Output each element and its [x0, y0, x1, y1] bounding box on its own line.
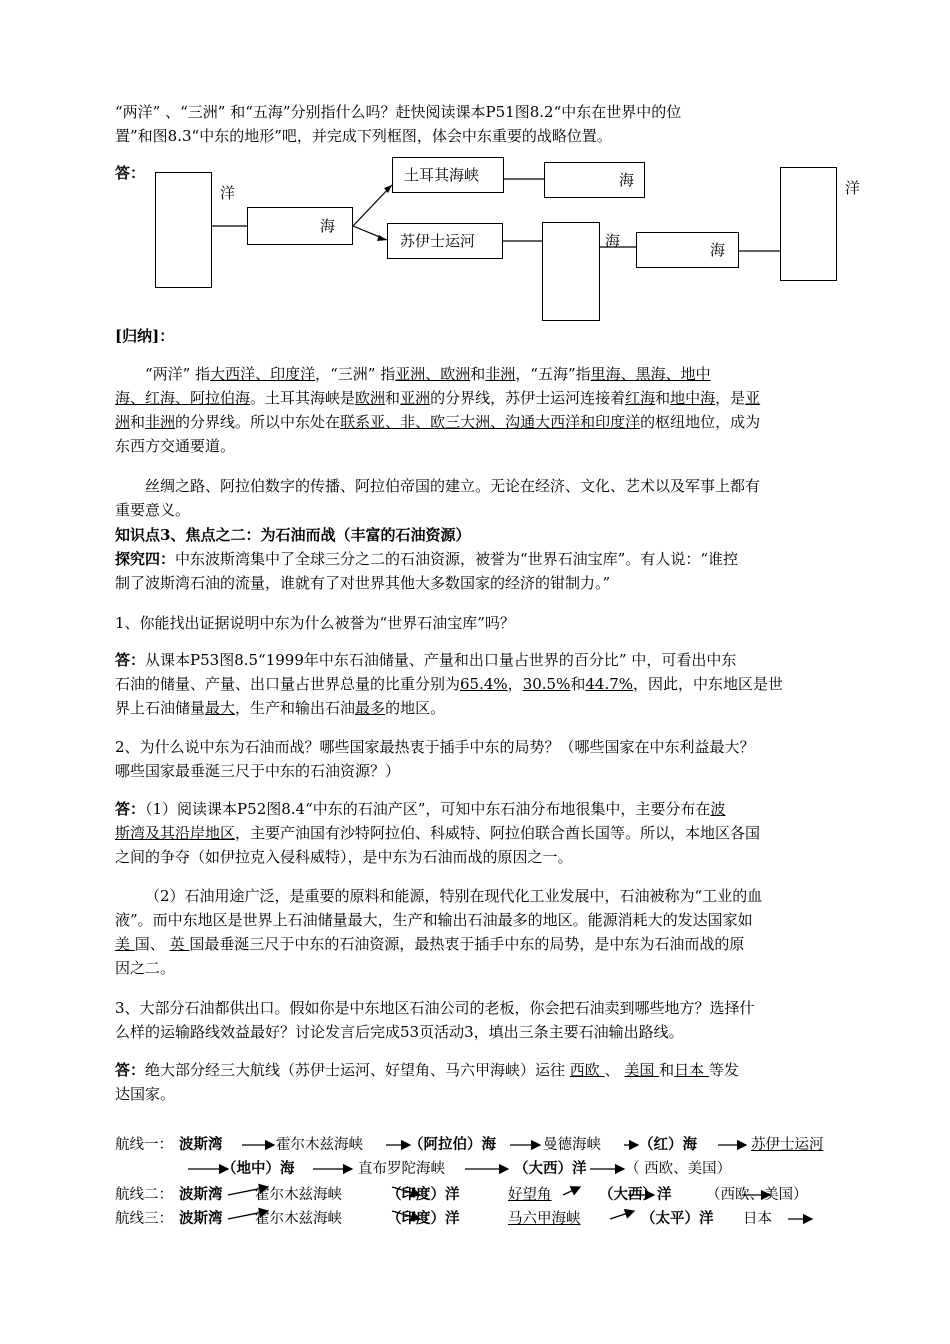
q1-question: 1、你能找出证据说明中东为什么被誉为“世界石油宝库”吗？: [115, 614, 515, 632]
q1-answer-line-3: 界上石油储量最大，生产和输出石油最多的地区。: [115, 699, 446, 717]
route-1-bab-el-mandeb: 曼德海峡: [543, 1137, 601, 1153]
q3-answer-line-2: 达国家。: [115, 1085, 176, 1103]
q3-answer-line-1: 答：绝大部分经三大航线（苏伊士运河、好望角、马六甲海峡）运往 西欧 、 美国 和日本 等发: [115, 1061, 739, 1079]
route-2-indian-ocean: （印度）洋: [387, 1186, 460, 1203]
intro-line-1: “两洋” 、“三洲” 和“五海”分别指什么吗？赶快阅读课本P51图8.2“中东在世界中的位: [115, 103, 682, 121]
summary-p2-line-2: 重要意义。: [115, 501, 191, 519]
q3-line-2: 么样的运输路线效益最好？讨论发言后完成53页活动3，填出三条主要石油输出路线。: [115, 1023, 684, 1041]
sea-mid-right-label: 海: [605, 232, 621, 250]
route-2-cape: 好望角: [508, 1187, 552, 1203]
route-2-hormuz: 霍尔木兹海峡: [255, 1187, 342, 1203]
diagram-answer-label: 答：: [115, 164, 146, 182]
route-3-indian-ocean: （印度）洋: [387, 1210, 460, 1227]
route-3-label: 航线三：: [115, 1211, 173, 1227]
q2-a1-line-1: 答：（1）阅读课本P52图8.4“中东的石油产区”，可知中东石油分布地很集中，主要分布在波: [115, 800, 726, 818]
ocean-left-label: 洋: [220, 184, 236, 202]
explore-line-1: 探究四：中东波斯湾集中了全球三分之二的石油资源，被誉为“世界石油宝库”。有人说：“谁控: [115, 550, 739, 568]
q3-line-1: 3、大部分石油都供出口。假如你是中东地区石油公司的老板，你会把石油卖到哪些地方？选择什: [115, 999, 755, 1017]
route-3-malacca: 马六甲海峡: [508, 1211, 581, 1227]
knowledge-heading: 知识点3、焦点之二：为石油而战（丰富的石油资源）: [115, 526, 471, 544]
summary-p1-line-3: 洲和非洲的分界线。所以中东处在联系亚、非、欧三大洲、沟通大西洋和印度洋的枢纽地位，成为: [115, 413, 761, 431]
ocean-right-label: 洋: [845, 179, 861, 197]
route-1-mediterranean: （地中）海: [222, 1160, 295, 1177]
q2-a2-line-3: 美 国、 英 国最垂涎三尺于中东的石油资源，最热衷于插手中东的局势，是中东为石油而战的原: [115, 935, 745, 953]
q2-a2-line-1: （2）石油用途广泛，是重要的原料和能源，特别在现代化工业发展中，石油被称为“工业的血: [145, 887, 763, 905]
route-1-label: 航线一：: [115, 1137, 173, 1153]
strait-top-label: 土耳其海峡: [404, 166, 480, 184]
summary-p1-line-1: “两洋” 指大西洋、印度洋，“三洲” 指亚洲、欧洲和非洲，“五海”指里海、黑海、地中: [145, 365, 711, 383]
route-1-suez-canal: 苏伊士运河: [751, 1137, 824, 1153]
q2-line-2: 哪些国家最垂涎三尺于中东的石油资源？）: [115, 762, 401, 780]
route-2-destination: （西欧、美国）: [706, 1187, 808, 1203]
route-2-atlantic: （大西）洋: [599, 1186, 672, 1203]
route-3-persian-gulf: 波斯湾: [179, 1210, 223, 1227]
route-1-destination: （ 西欧、美国）: [625, 1161, 732, 1177]
route-2-label: 航线二：: [115, 1187, 173, 1203]
route-1-atlantic: （大西）洋: [514, 1160, 587, 1177]
route-3-hormuz: 霍尔木兹海峡: [255, 1211, 342, 1227]
sea-top-right-label: 海: [619, 171, 635, 189]
canal-bottom-label: 苏伊士运河: [400, 232, 476, 250]
sea-center-label: 海: [320, 217, 336, 235]
explore-line-2: 制了波斯湾石油的流量，谁就有了对世界其他大多数国家的经济的钳制力。”: [115, 574, 611, 592]
route-1-hormuz: 霍尔木兹海峡: [276, 1137, 363, 1153]
q2-a1-line-3: 之间的争夺（如伊拉克入侵科威特），是中东为石油而战的原因之一。: [115, 848, 573, 866]
route-1-red-sea: （红）海: [639, 1136, 697, 1153]
summary-heading: [归纳]：: [115, 327, 175, 345]
summary-p1-line-4: 东西方交通要道。: [115, 437, 236, 455]
q2-line-1: 2、为什么说中东为石油而战？哪些国家最热衷于插手中东的局势？（哪些国家在中东利益最大？: [115, 738, 755, 756]
route-1-persian-gulf: 波斯湾: [179, 1136, 223, 1153]
q2-a1-line-2: 斯湾及其沿岸地区，主要产油国有沙特阿拉伯、科威特、阿拉伯联合酋长国等。所以，本地区各国: [115, 824, 761, 842]
route-2-persian-gulf: 波斯湾: [179, 1186, 223, 1203]
q2-a2-line-2: 液”。而中东地区是世界上石油储量最大，生产和输出石油最多的地区。能源消耗大的发达国家如: [115, 911, 753, 929]
q1-answer-line-2: 石油的储量、产量、出口量占世界总量的比重分别为65.4%，30.5%和44.7%，因此，中东地区是世: [115, 675, 784, 693]
route-3-pacific: （太平）洋: [641, 1210, 714, 1227]
q1-answer-line-1: 答：从课本P53图8.5“1999年中东石油储量、产量和出口量占世界的百分比” 中，可看出中东: [115, 651, 737, 669]
summary-p1-line-2: 海、红海、阿拉伯海。土耳其海峡是欧洲和亚洲的分界线，苏伊士运河连接着红海和地中海，是亚: [115, 389, 761, 407]
summary-p2-line-1: 丝绸之路、阿拉伯数字的传播、阿拉伯帝国的建立。无论在经济、文化、艺术以及军事上都有: [145, 477, 761, 495]
route-3-destination: 日本: [743, 1211, 772, 1227]
route-1-gibraltar: 直布罗陀海峡: [358, 1161, 445, 1177]
intro-line-2: 置”和图8.3“中东的地形”吧，并完成下列框图，体会中东重要的战略位置。: [115, 127, 612, 145]
q2-a2-line-4: 因之二。: [115, 959, 176, 977]
route-1-arabian-sea: （阿拉伯）海: [409, 1136, 496, 1153]
sea-right-box-label: 海: [710, 241, 726, 259]
